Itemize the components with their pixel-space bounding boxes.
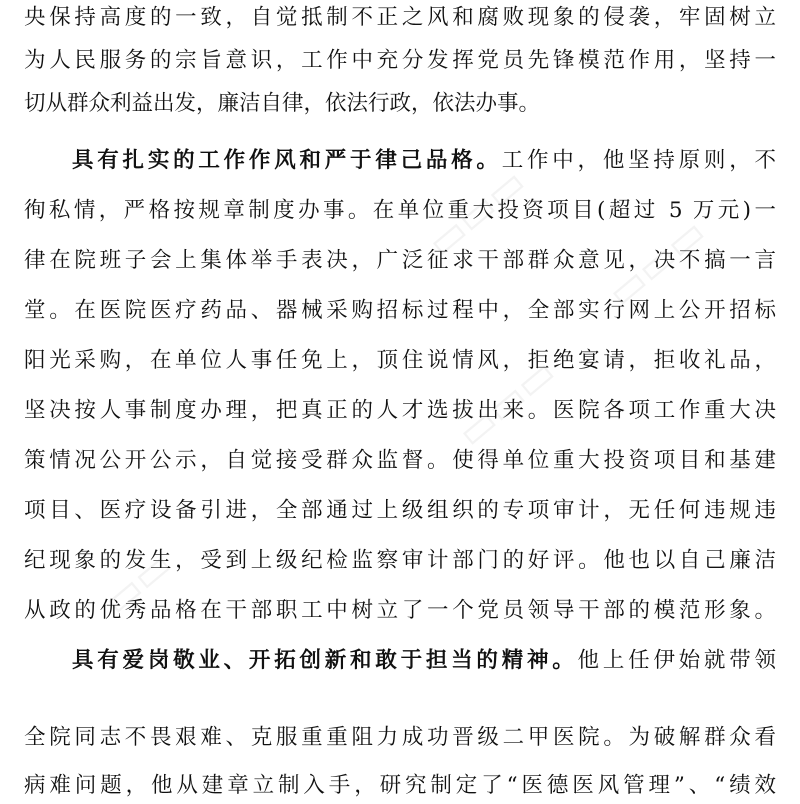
- paragraph-heading: 具有爱岗敬业、开拓创新和敢于担当的精神。: [72, 648, 578, 673]
- text-line: 坚决按人事制度办理，把真正的人才选拔出来。医院各项工作重大决: [24, 398, 776, 423]
- text-line: 从政的优秀品格在干部职工中树立了一个党员领导干部的模范形象。: [24, 598, 776, 623]
- watermark: ▭▭▭: [418, 158, 535, 268]
- watermark: ▭▭: [94, 541, 182, 625]
- text-line: 徇私情，严格按规章制度办事。在单位重大投资项目(超过 5 万元)一: [24, 198, 776, 223]
- text-line: 堂。在医院医疗药品、器械采购招标过程中，全部实行网上公开招标: [24, 298, 776, 323]
- text-line: 项目、医疗设备引进，全部通过上级组织的专项审计，无任何违规违: [24, 498, 776, 523]
- text-line: 央保持高度的一致，自觉抵制不正之风和腐败现象的侵袭，牢固树立: [24, 5, 776, 30]
- text-line: 策情况公开公示，自觉接受群众监督。使得单位重大投资项目和基建: [24, 448, 776, 473]
- text-line: 病难问题，他从建章立制入手，研究制定了“医德医风管理”、“绩效: [24, 773, 776, 798]
- text-run: 他上任伊始就带领: [577, 648, 776, 673]
- watermark: ▭▭▭: [448, 348, 565, 458]
- paragraph-first-line: [72, 643, 776, 679]
- text-line: 为人民服务的宗旨意识，工作中充分发挥党员先锋模范作用，坚持一: [24, 48, 776, 73]
- text-line: 阳光采购，在单位人事任免上，顶住说情风，拒绝宴请，拒收礼品，: [24, 348, 776, 373]
- text-line: 切从群众利益出发，廉洁自律，依法行政，依法办事。: [24, 91, 541, 116]
- watermark: ▭▭▭: [598, 208, 715, 318]
- text-line: 纪现象的发生，受到上级纪检监察审计部门的好评。他也以自己廉洁: [24, 548, 776, 573]
- text-run: 工作中，他坚持原则，不: [501, 148, 776, 173]
- paragraph-first-line: [72, 143, 776, 179]
- paragraph-heading: 具有扎实的工作作风和严于律己品格。: [72, 148, 502, 173]
- text-line: 律在院班子会上集体举手表决，广泛征求干部群众意见，决不搞一言: [24, 248, 776, 273]
- text-line: 全院同志不畏艰难、克服重重阻力成功晋级二甲医院。为破解群众看: [24, 725, 776, 750]
